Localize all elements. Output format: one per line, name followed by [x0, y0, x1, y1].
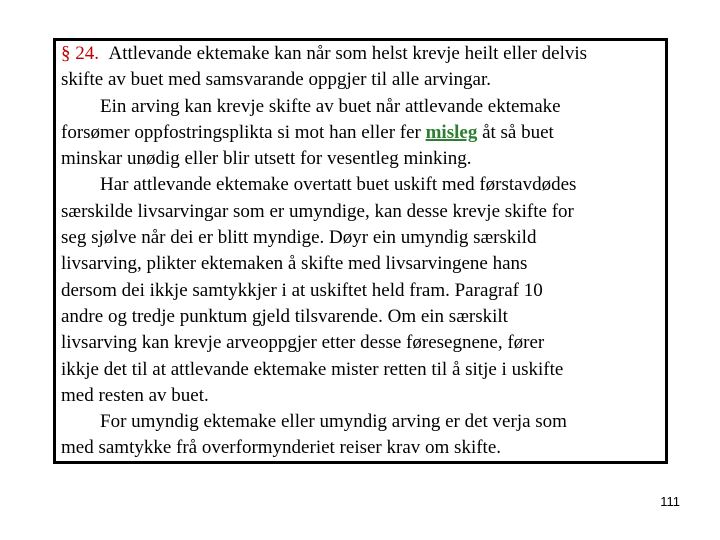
text-line-7 [61, 199, 673, 225]
line-text: livsarving, plikter ektemaken å skifte med livsarvingene hans [61, 253, 528, 275]
text-line-3 [61, 94, 673, 120]
highlighted-term-misleg: misleg [425, 121, 478, 143]
text-line-8 [61, 225, 673, 251]
text-line-6 [61, 172, 673, 198]
text-line-4 [61, 120, 673, 146]
line-text-before: forsømer oppfostringsplikta si mot han eller fer [61, 121, 426, 143]
line-text: med resten av buet. [61, 384, 209, 406]
line-text: med samtykke frå overformynderiet reiser krav om skifte. [61, 437, 502, 459]
section-number: § 24. [61, 43, 99, 64]
line-text: Attlevande ektemake kan når som helst krevje heilt eller delvis [108, 43, 588, 64]
line-text: skifte av buet med samsvarande oppgjer til alle arvingar. [61, 69, 491, 91]
text-line-9 [61, 251, 673, 277]
text-line-1 [61, 41, 673, 67]
text-line-11 [61, 304, 673, 330]
text-line-13 [61, 357, 673, 383]
line-text: Har attlevande ektemake overtatt buet uskift med førstavdødes [100, 174, 577, 196]
page-number: 111 [660, 494, 680, 509]
line-text-after: åt så buet [477, 121, 554, 143]
line-text: særskilde livsarvingar som er umyndige, kan desse krevje skifte for [61, 200, 574, 222]
text-line-14 [61, 383, 673, 409]
text-line-15 [61, 409, 673, 435]
text-line-10 [61, 278, 673, 304]
line-text: Ein arving kan krevje skifte av buet når attlevande ektemake [100, 95, 561, 117]
legal-text [61, 41, 673, 462]
line-text: For umyndig ektemake eller umyndig arving er det verja som [100, 411, 567, 433]
text-line-5 [61, 146, 673, 172]
line-text: andre og tredje punktum gjeld tilsvarende. Om ein særskilt [61, 305, 508, 327]
text-line-12 [61, 330, 673, 356]
line-text: livsarving kan krevje arveoppgjer etter desse føresegnene, fører [61, 332, 545, 354]
line-text: seg sjølve når dei er blitt myndige. Døyr ein umyndig særskild [61, 227, 537, 249]
line-text: minskar unødig eller blir utsett for vesentleg minking. [61, 148, 472, 170]
text-line-2 [61, 67, 673, 93]
text-line-16 [61, 435, 673, 461]
line-text: dersom dei ikkje samtykkjer i at uskiftet held fram. Paragraf 10 [61, 279, 543, 301]
line-text: ikkje det til at attlevande ektemake mister retten til å sitje i uskifte [61, 358, 564, 380]
